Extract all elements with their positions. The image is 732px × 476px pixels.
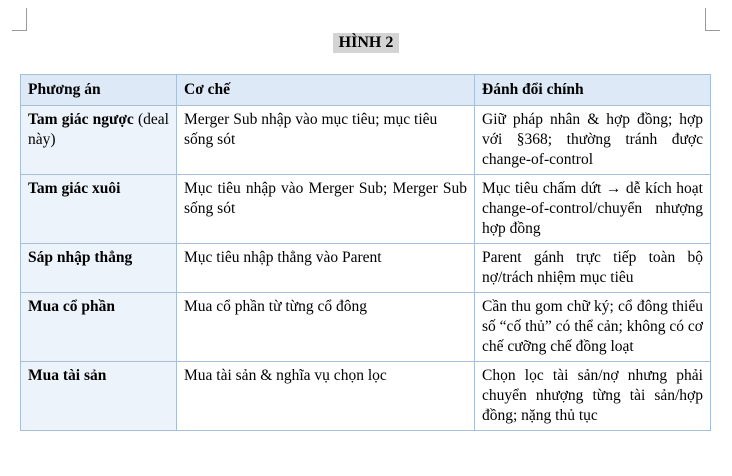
option-cell — [21, 293, 177, 362]
table-row — [21, 362, 711, 431]
option-cell — [21, 175, 177, 244]
mechanism-cell: Mua cổ phần từ từng cổ đông — [177, 293, 475, 362]
tradeoff-cell: Chọn lọc tài sản/nợ nhưng phải chuyển nhượng từng tài sản/hợp đồng; nặng thủ tục — [475, 362, 711, 431]
option-name: Mua tài sản — [28, 367, 107, 384]
mechanism-cell: Merger Sub nhập vào mục tiêu; mục tiêu sống sót — [177, 106, 475, 175]
option-name: Mua cổ phần — [28, 298, 115, 315]
header-mechanism: Cơ chế — [177, 75, 475, 106]
option-name: Tam giác ngược — [28, 111, 134, 128]
mechanism-cell: Mua tài sản & nghĩa vụ chọn lọc — [177, 362, 475, 431]
table-row — [21, 106, 711, 175]
option-cell — [21, 362, 177, 431]
crop-mark-top-right — [705, 8, 720, 31]
mechanism-cell: Mục tiêu nhập vào Merger Sub; Merger Sub sống sót — [177, 175, 475, 244]
table-row — [21, 244, 711, 293]
table-header-row — [21, 75, 711, 106]
option-name: Tam giác xuôi — [28, 180, 121, 197]
figure-title — [0, 33, 732, 53]
option-cell — [21, 106, 177, 175]
tradeoff-cell: Giữ pháp nhân & hợp đồng; hợp với §368; thường tránh được change-of-control — [475, 106, 711, 175]
option-note: (deal này) — [28, 111, 169, 148]
header-tradeoff: Đánh đổi chính — [475, 75, 711, 106]
header-option: Phương án — [21, 75, 177, 106]
table-row — [21, 293, 711, 362]
option-cell — [21, 244, 177, 293]
table-row — [21, 175, 711, 244]
tradeoff-cell: Cần thu gom chữ ký; cổ đông thiểu số “cố thủ” có thể cản; không có cơ chế cưỡng chế đồng loạt — [475, 293, 711, 362]
tradeoff-cell: Mục tiêu chấm dứt → dễ kích hoạt change-of-control/chuyển nhượng hợp đồng — [475, 175, 711, 244]
figure-title-text: HÌNH 2 — [333, 33, 400, 53]
comparison-table — [20, 74, 711, 431]
option-name: Sáp nhập thẳng — [28, 249, 133, 266]
crop-mark-top-left — [12, 8, 27, 31]
tradeoff-cell: Parent gánh trực tiếp toàn bộ nợ/trách nhiệm mục tiêu — [475, 244, 711, 293]
mechanism-cell: Mục tiêu nhập thẳng vào Parent — [177, 244, 475, 293]
